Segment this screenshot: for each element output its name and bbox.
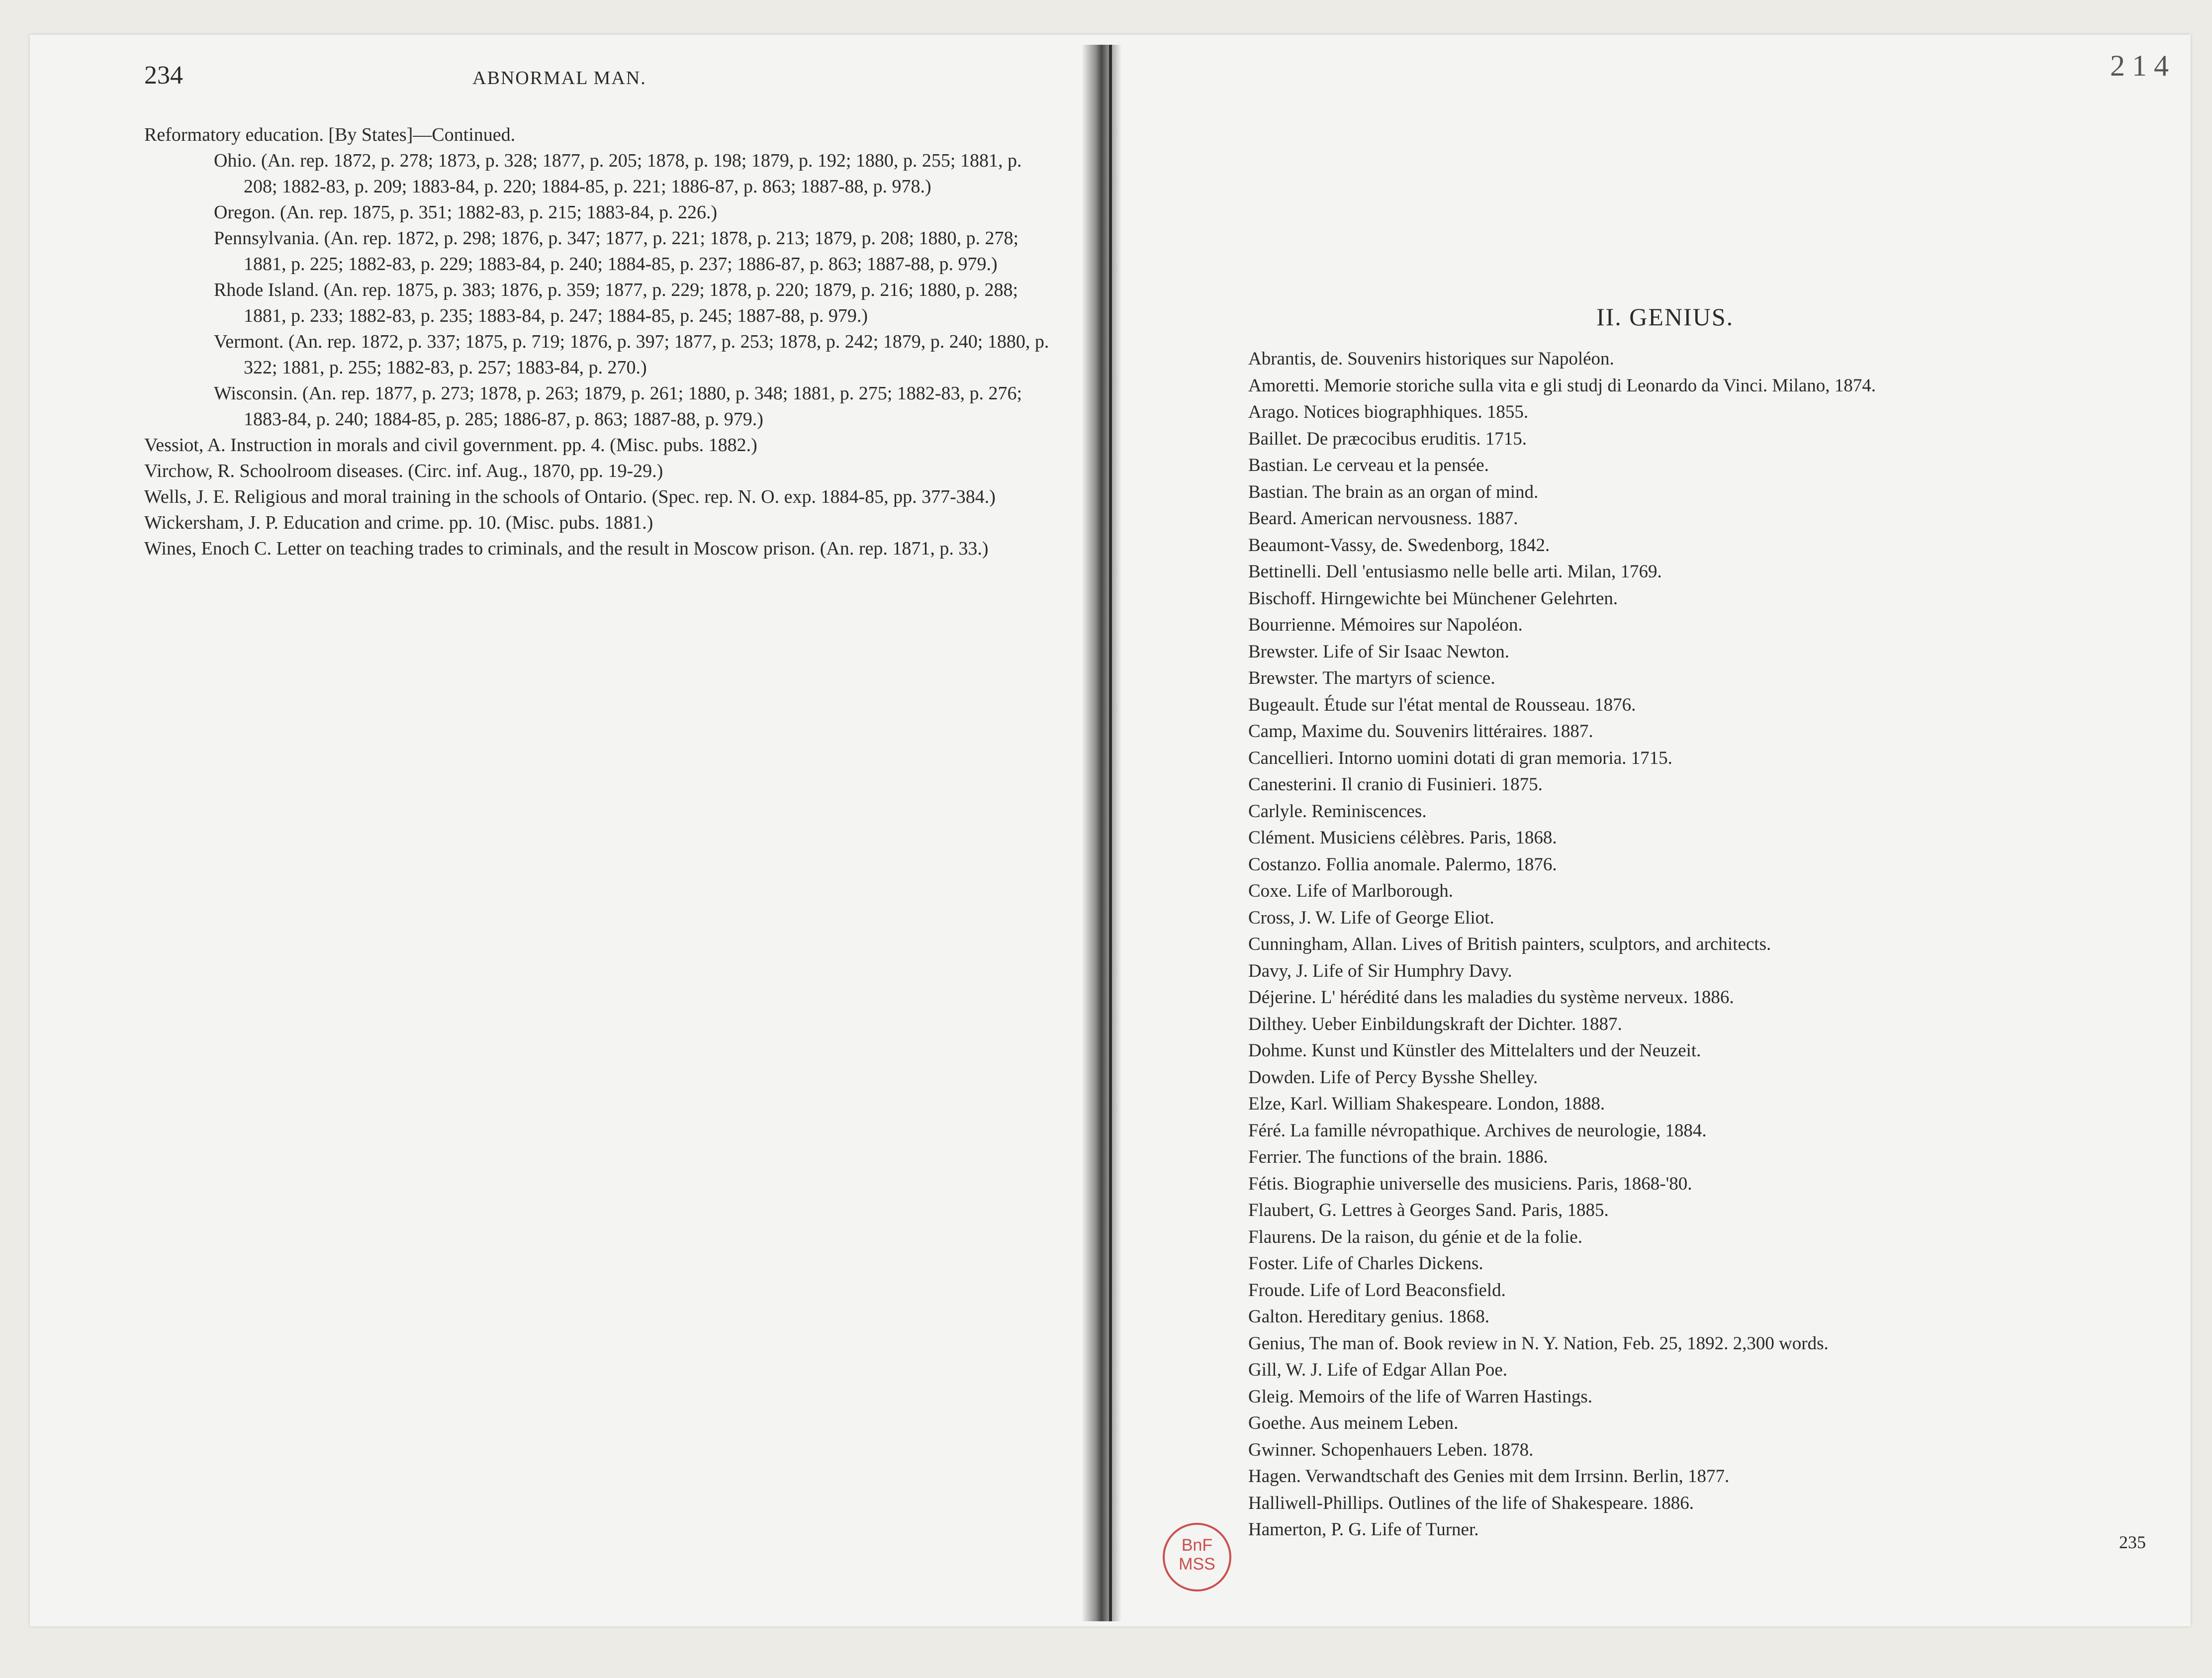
bibliography-entry: Camp, Maxime du. Souvenirs littéraires. 1887. [1248,721,1593,742]
bibliography-entry: Brewster. The martyrs of science. [1248,668,1495,688]
bibliography-entry: Gwinner. Schopenhauers Leben. 1878. [1248,1439,1534,1460]
bibliography-entry: Baillet. De præcocibus eruditis. 1715. [1248,428,1527,449]
bibliography-entry: Cunningham, Allan. Lives of British painters, sculptors, and architects. [1248,934,1771,954]
bibliography-entry: Cancellieri. Intorno uomini dotati di gran memoria. 1715. [1248,747,1672,768]
bibliography-entry: Halliwell-Phillips. Outlines of the life of Shakespeare. 1886. [1248,1492,1694,1513]
bibliography-entry: Dilthey. Ueber Einbildungskraft der Dichter. 1887. [1248,1014,1622,1034]
bibliography-entry: Genius, The man of. Book review in N. Y. Nation, Feb. 25, 1892. 2,300 words. [1248,1333,1829,1354]
bibliography-entry: Flaubert, G. Lettres à Georges Sand. Paris, 1885. [1248,1200,1609,1220]
bibliography-entry: Dowden. Life of Percy Bysshe Shelley. [1248,1067,1538,1088]
bibliography-entry: Arago. Notices biographhiques. 1855. [1248,402,1529,422]
library-stamp-icon [1163,1523,1231,1591]
bibliography-entry: Froude. Life of Lord Beaconsfield. [1248,1280,1506,1301]
state-entry-ohio: Ohio. (An. rep. 1872, p. 278; 1873, p. 328; 1877, p. 205; 1878, p. 198; 1879, p. 192; 1880, p. 255; 1881, p. 208; 1882-83, p. 209; 1883-84, p. 220; 1884-85, p. 221; 1886-87, p. 863; 1887-88, p. 978.) [214,150,1022,197]
bibliography-entry: Bettinelli. Dell 'entusiasmo nelle belle arti. Milan, 1769. [1248,561,1662,582]
bibliography-entry: Dohme. Kunst und Künstler des Mittelalters und der Neuzeit. [1248,1040,1701,1061]
right-page [1129,35,2191,1626]
state-entry-pennsylvania: Pennsylvania. (An. rep. 1872, p. 298; 1876, p. 347; 1877, p. 221; 1878, p. 213; 1879, p. 208; 1880, p. 278; 1881, p. 225; 1882-83, p. 229; 1883-84, p. 240; 1884-85, p. 237; 1886-87, p. 863; 1887-88, p. 979.) [214,228,1019,275]
left-page [30,35,1074,1626]
bibliography-entry: Wickersham, J. P. Education and crime. pp. 10. (Misc. pubs. 1881.) [144,512,653,533]
bibliography-entry: Féré. La famille névropathique. Archives de neurologie, 1884. [1248,1120,1707,1141]
bibliography-entry: Bastian. Le cerveau et la pensée. [1248,455,1489,475]
section-heading: Reformatory education. [By States]—Continued. [144,124,516,145]
bibliography-entry: Goethe. Aus meinem Leben. [1248,1413,1459,1433]
bibliography-entry: Abrantis, de. Souvenirs historiques sur Napoléon. [1248,349,1614,369]
bibliography-entry: Canesterini. Il cranio di Fusinieri. 1875. [1248,774,1543,795]
bibliography-entry: Gleig. Memoirs of the life of Warren Hastings. [1248,1386,1592,1407]
bibliography-entry: Wines, Enoch C. Letter on teaching trades to criminals, and the result in Moscow prison. (An. rep. 1871, p. 33.) [144,538,989,559]
bibliography-entry: Bastian. The brain as an organ of mind. [1248,481,1539,502]
bibliography-entry: Beaumont-Vassy, de. Swedenborg, 1842. [1248,535,1550,556]
page-number-left: 234 [144,61,183,90]
bibliography-entry: Clément. Musiciens célèbres. Paris, 1868. [1248,828,1557,848]
bibliography-entry: Elze, Karl. William Shakespeare. London, 1888. [1248,1094,1605,1114]
bibliography-entry: Flaurens. De la raison, du génie et de la folie. [1248,1226,1582,1247]
page-number-bottom-right: 235 [2119,1532,2146,1552]
bibliography-entry: Davy, J. Life of Sir Humphry Davy. [1248,960,1512,981]
bibliography-entry: Bugeault. Étude sur l'état mental de Rousseau. 1876. [1248,694,1636,715]
bibliography-entry: Déjerine. L' hérédité dans les maladies du système nerveux. 1886. [1248,987,1734,1008]
bibliography-entry: Coxe. Life of Marlborough. [1248,881,1454,901]
folio-number-top-right: 214 [2110,49,2176,82]
state-entry-rhode-island: Rhode Island. (An. rep. 1875, p. 383; 1876, p. 359; 1877, p. 229; 1878, p. 220; 1879, p. 216; 1880, p. 288; 1881, p. 233; 1882-83, p. 235; 1883-84, p. 247; 1884-85, p. 245; 1887-88, p. 979.) [214,280,1018,326]
bibliography-entry: Bischoff. Hirngewichte bei Münchener Gelehrten. [1248,588,1618,609]
state-entry-oregon: Oregon. (An. rep. 1875, p. 351; 1882-83, p. 215; 1883-84, p. 226.) [214,202,718,223]
bibliography-entry: Costanzo. Follia anomale. Palermo, 1876. [1248,854,1557,875]
bibliography-entry: Bourrienne. Mémoires sur Napoléon. [1248,615,1523,635]
bibliography-entry: Amoretti. Memorie storiche sulla vita e gli studj di Leonardo da Vinci. Milano, 1874. [1248,375,1876,396]
page-fold [1109,45,1112,1621]
scanned-sheet [30,35,2191,1626]
stamp-line-1: BnF [1181,1536,1213,1555]
bibliography-entry: Beard. American nervousness. 1887. [1248,508,1518,529]
bibliography-entry: Hagen. Verwandtschaft des Genies mit dem Irrsinn. Berlin, 1877. [1248,1466,1730,1487]
bibliography-entry: Gill, W. J. Life of Edgar Allan Poe. [1248,1360,1508,1380]
bibliography-entry: Wells, J. E. Religious and moral training in the schools of Ontario. (Spec. rep. N. O. exp. 1884-85, pp. 377-384.) [144,486,996,507]
bibliography-entry: Fétis. Biographie universelle des musiciens. Paris, 1868-'80. [1248,1173,1692,1194]
bibliography-entry: Vessiot, A. Instruction in morals and civil government. pp. 4. (Misc. pubs. 1882.) [144,435,757,456]
right-page-body [1248,346,2178,1543]
bibliography-entry: Brewster. Life of Sir Isaac Newton. [1248,641,1510,662]
state-entry-vermont: Vermont. (An. rep. 1872, p. 337; 1875, p. 719; 1876, p. 397; 1877, p. 253; 1878, p. 242; 1879, p. 240; 1880, p. 322; 1881, p. 255; 1882-83, p. 257; 1883-84, p. 270.) [214,331,1049,378]
bibliography-entry: Ferrier. The functions of the brain. 1886. [1248,1147,1548,1167]
bibliography-entry: Galton. Hereditary genius. 1868. [1248,1306,1489,1327]
left-page-body [144,122,1059,561]
bibliography-entry: Carlyle. Reminiscences. [1248,801,1427,822]
stamp-line-2: MSS [1179,1555,1215,1574]
bibliography-entry: Virchow, R. Schoolroom diseases. (Circ. inf. Aug., 1870, pp. 19-29.) [144,461,663,481]
book-gutter-shadow [1082,45,1121,1621]
bibliography-entry: Cross, J. W. Life of George Eliot. [1248,907,1494,928]
bibliography-entry: Foster. Life of Charles Dickens. [1248,1253,1483,1274]
section-title: II. GENIUS. [1596,303,1734,331]
running-head: ABNORMAL MAN. [472,68,646,89]
state-entry-wisconsin: Wisconsin. (An. rep. 1877, p. 273; 1878, p. 263; 1879, p. 261; 1880, p. 348; 1881, p. 275; 1882-83, p. 276; 1883-84, p. 240; 1884-85, p. 285; 1886-87, p. 863; 1887-88, p. 979.) [214,383,1022,430]
bibliography-entry: Hamerton, P. G. Life of Turner. [1248,1519,1479,1540]
